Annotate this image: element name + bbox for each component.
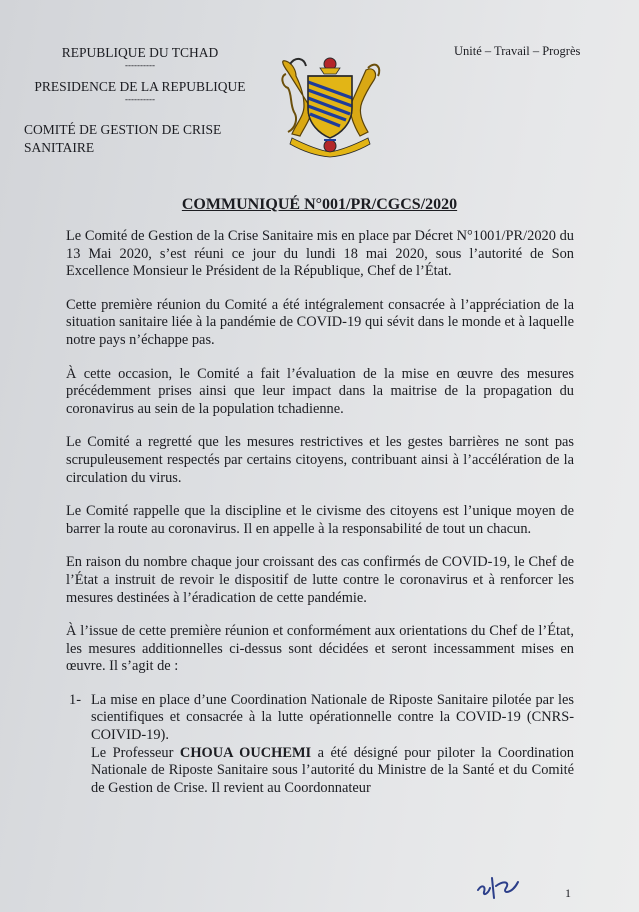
committee-name bbox=[24, 121, 264, 157]
initials-signature-icon bbox=[474, 868, 530, 902]
communique-title: COMMUNIQUÉ N°001/PR/CGCS/2020 bbox=[181, 196, 458, 213]
header-separator-2: ---------- bbox=[125, 94, 155, 104]
paragraph: Cette première réunion du Comité a été intégralement consacrée à l’appréciation de la situation sanitaire liée à la pandémie de COVID-19 qui sévit dans le monde et à laquelle notre pays n’échappe pas. bbox=[66, 296, 574, 348]
presidency-name: PRESIDENCE DE LA REPUBLIQUE bbox=[34, 79, 246, 94]
republic-name: REPUBLIQUE DU TCHAD bbox=[61, 45, 219, 60]
committee-line-2: SANITAIRE bbox=[24, 140, 95, 155]
document-body bbox=[66, 228, 574, 797]
paragraph: En raison du nombre chaque jour croissant des cas confirmés de COVID-19, le Chef de l’État a instruit de revoir le dispositif de lutte contre le coronavirus et à renforcer les mesures destinées à l’éradication de cette pandémie. bbox=[66, 554, 574, 606]
paragraph: Le Comité a regretté que les mesures restrictives et les gestes barrières ne sont pas scrupuleusement respectés par certains citoyens, contribuant ainsi à l’accélération de la circulation du virus. bbox=[66, 434, 574, 486]
continuation-after: a été désigné pour piloter la Coordination Nationale de Riposte Sanitaire sous l’autorité du Ministre de la Santé et du Comité de Gestion de Crise. Il revient au Coordonnateur bbox=[91, 744, 574, 796]
paragraph: Le Comité rappelle que la discipline et le civisme des citoyens est l’unique moyen de barrer la route au coronavirus. Il en appelle à la responsabilité de tout un chacun. bbox=[66, 503, 574, 537]
list-item-number: 1- bbox=[69, 691, 81, 708]
list-item-text: La mise en place d’une Coordination Nationale de Riposte Sanitaire pilotée par les scientifiques et consacrée à la lutte opérationnelle contre la COVID-19 (CNRS-COIVID-19). bbox=[91, 691, 574, 744]
continuation-before: Le Professeur bbox=[91, 744, 174, 761]
coat-of-arms-icon bbox=[274, 54, 386, 158]
header-left bbox=[24, 44, 256, 103]
list-item bbox=[69, 692, 574, 798]
paragraph: À cette occasion, le Comité a fait l’évaluation de la mise en œuvre des mesures précédemment prises ainsi que leur impact dans la maitrise de la propagation du coronavirus au sein de la population tchadienne. bbox=[66, 365, 574, 417]
person-name: CHOUA OUCHEMI bbox=[179, 744, 312, 761]
committee-line-1: COMITÉ DE GESTION DE CRISE bbox=[24, 122, 222, 137]
header-separator: ---------- bbox=[125, 60, 155, 70]
paragraph: Le Comité de Gestion de la Crise Sanitaire mis en place par Décret N°1001/PR/2020 du 13 Mai 2020, s’est réuni ce jour du lundi 18 mai 2020, sous l’autorité de Son Excellence Monsieur le Président de la République, Chef de l’État. bbox=[66, 228, 574, 280]
national-motto: Unité – Travail – Progrès bbox=[454, 44, 581, 58]
list-item-continuation bbox=[91, 745, 574, 798]
paragraph: À l’issue de cette première réunion et conformément aux orientations du Chef de l’État, les mesures additionnelles ci-dessus sont décidées et seront incessamment mises en œuvre. Il s’agit de : bbox=[66, 623, 574, 675]
page-number: 1 bbox=[565, 886, 571, 900]
